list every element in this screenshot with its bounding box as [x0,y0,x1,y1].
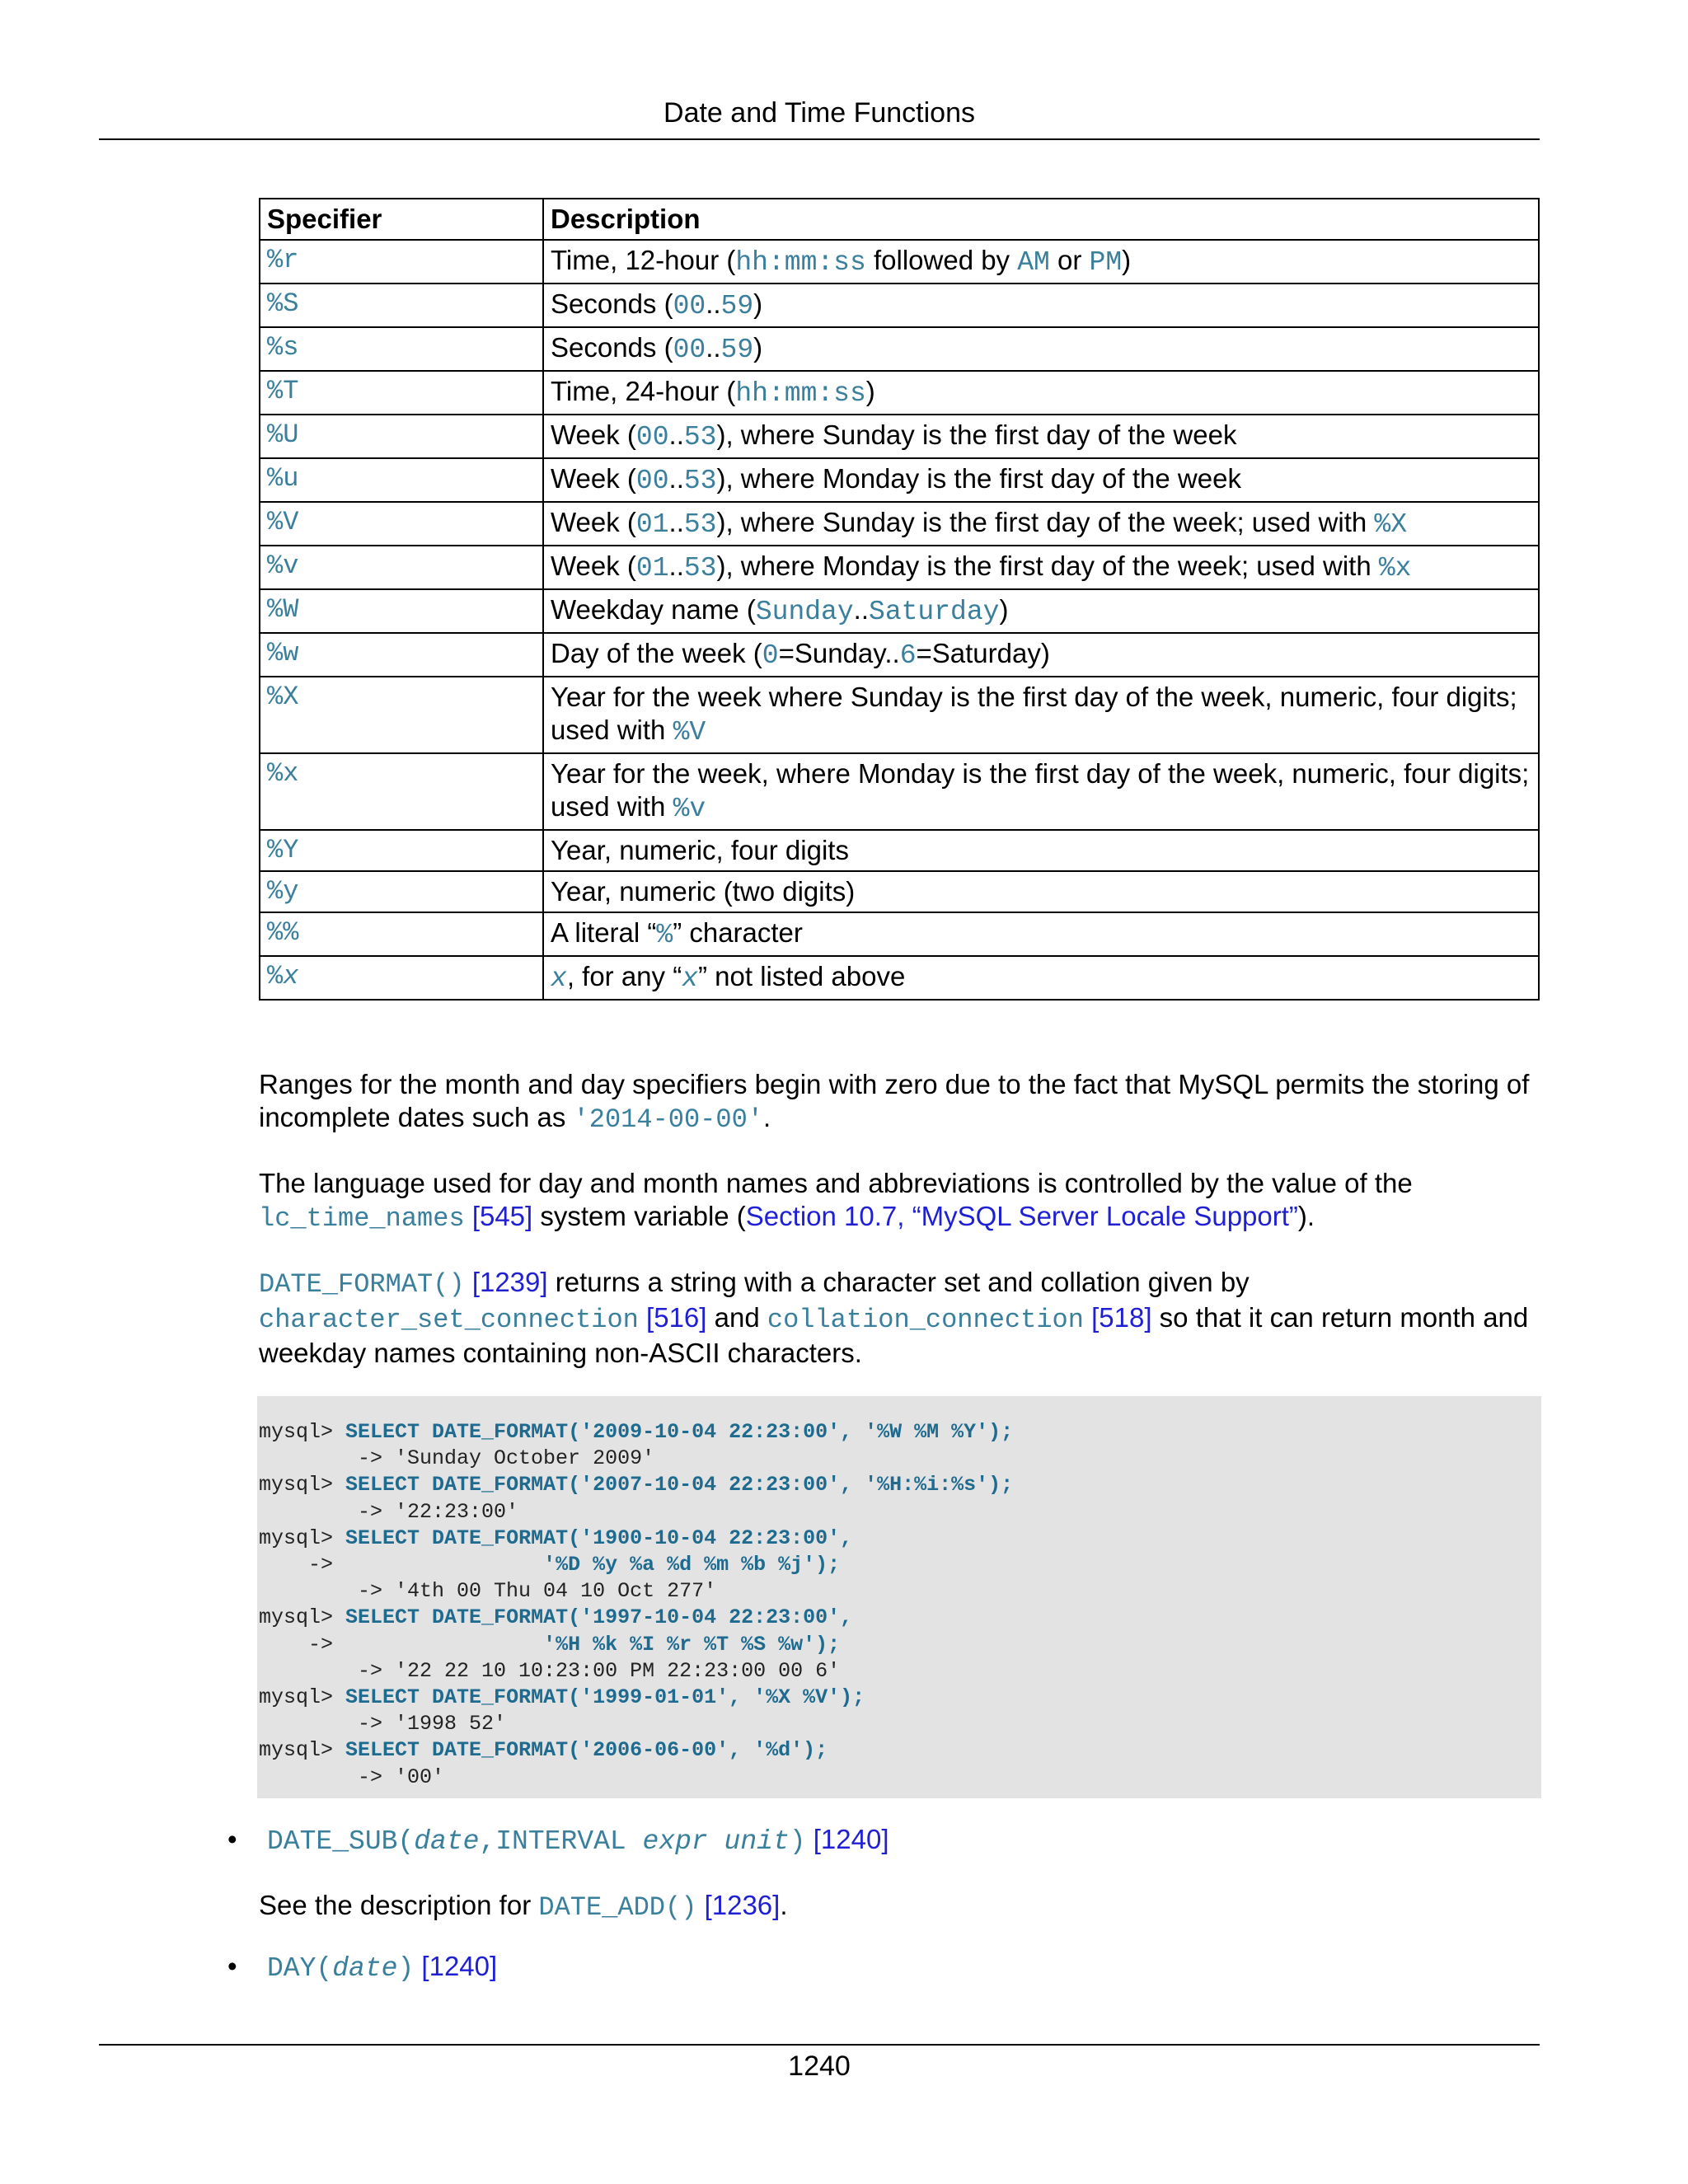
page-ref-link[interactable]: [545] [471,1201,533,1231]
description-cell [543,912,1539,956]
description-text: , for any “ [566,961,682,991]
description-cell [543,284,1539,327]
code-example-block [257,1396,1541,1798]
description-text: ) [865,376,875,406]
code-prompt: -> [259,1632,544,1657]
paragraph-date-format [259,1266,1545,1370]
code-line [259,1711,1540,1737]
specifier-cell: %Y [260,830,543,871]
description-text: Year, numeric (two digits) [551,876,856,907]
table-row [260,633,1539,677]
paragraph-text: so that it can return month and weekday names containing non-ASCII characters. [259,1302,1529,1368]
description-text: Year, numeric, four digits [551,835,849,865]
inline-code: %v [673,794,706,824]
specifier-cell: %X [260,677,543,753]
bullet-icon: • [227,1824,237,1854]
inline-code: Sunday [755,597,854,627]
description-cell [543,327,1539,371]
description-text: .. [668,419,684,450]
footer-rule [99,2044,1540,2046]
code-prompt: mysql> [259,1526,346,1550]
description-cell [543,415,1539,458]
table-row [260,677,1539,753]
inline-code: 53 [683,466,717,496]
specifier-cell: %s [260,327,543,371]
table-row [260,240,1539,284]
paragraph-language [259,1167,1545,1235]
description-text: Day of the week ( [551,638,762,668]
code-line [259,1499,1540,1526]
inline-code: 00 [673,335,706,365]
description-cell [543,458,1539,502]
code-prompt: -> '22:23:00' [259,1499,519,1524]
column-header-description: Description [543,199,1539,240]
description-text: ), where Monday is the first day of the week [716,463,1241,494]
page-number [99,2049,1540,2083]
inline-code: 00 [635,466,669,496]
description-cell [543,871,1539,912]
paragraph-text: The language used for day and month names and abbreviations is controlled by the value of the [259,1168,1413,1198]
inline-code: x [682,963,699,994]
table-row [260,546,1539,589]
code-statement: SELECT DATE_FORMAT('2009-10-04 22:23:00', '%W %M %Y'); [345,1420,1014,1444]
description-text: ) [1122,245,1132,275]
specifier-cell: %r [260,240,543,284]
code-prompt: -> '4th 00 Thu 04 10 Oct 277' [259,1579,717,1604]
description-text: .. [668,507,684,537]
inline-code: 53 [683,509,717,540]
inline-code: %X [1374,509,1407,540]
description-text: Seconds ( [551,288,673,319]
function-name: DAY( [267,1953,333,1984]
table-header-row [260,199,1539,240]
code-statement: '%D %y %a %d %m %b %j'); [543,1553,841,1577]
description-cell [543,633,1539,677]
code-line [259,1472,1540,1498]
inline-code: AM [1017,247,1050,278]
function-name: DATE_SUB( [267,1826,415,1857]
specifier-cell: %T [260,371,543,415]
paragraph-text: . [780,1890,788,1920]
code-line [259,1605,1540,1631]
page-ref-link[interactable]: [518] [1091,1302,1152,1333]
table-row [260,458,1539,502]
table-row [260,502,1539,546]
description-text: Week ( [551,507,636,537]
code-prompt: mysql> [259,1605,346,1630]
description-text: ), where Sunday is the first day of the week [716,419,1237,450]
description-cell [543,830,1539,871]
inline-code: 6 [899,640,917,671]
specifier-cell: %v [260,546,543,589]
description-text: Time, 24-hour ( [551,376,736,406]
description-text: Week ( [551,463,636,494]
code-prompt: -> '22 22 10 10:23:00 PM 22:23:00 00 6' [259,1658,841,1683]
paragraph-text: system variable ( [532,1201,746,1231]
specifier-cell: %y [260,871,543,912]
page-ref-link[interactable]: [1236] [704,1890,781,1920]
paragraph-text: and [706,1302,767,1333]
inline-code: PM [1089,247,1123,278]
inline-code: %x [1378,553,1412,583]
code-statement: SELECT DATE_FORMAT('1999-01-01', '%X %V'); [345,1685,865,1710]
description-text: .. [706,332,721,363]
inline-code: 00 [673,291,706,321]
description-text: =Sunday.. [778,638,900,668]
list-item-date-sub [227,1823,1513,1858]
inline-code-collation-connection: collation_connection [767,1305,1084,1335]
description-text: =Saturday) [916,638,1050,668]
description-text: or [1049,245,1090,275]
table-row [260,589,1539,633]
paragraph-text: . [762,1102,771,1132]
code-line [259,1658,1540,1685]
table-row [260,912,1539,956]
list-item-day [227,1950,1513,1985]
table-row [260,871,1539,912]
section-link-locale-support[interactable]: Section 10.7, “MySQL Server Locale Support” [745,1201,1298,1231]
description-text: ), where Sunday is the first day of the week; used with [716,507,1375,537]
code-prompt: mysql> [259,1685,346,1710]
description-cell [543,502,1539,546]
code-line [259,1419,1540,1446]
description-text: A literal “ [551,917,657,948]
table-row [260,956,1539,1000]
specifier-cell: %% [260,912,543,956]
paragraph-ranges [259,1068,1545,1137]
table-row [260,415,1539,458]
code-statement: SELECT DATE_FORMAT('2006-06-00', '%d'); [345,1738,828,1763]
inline-code: '2014-00-00' [573,1104,763,1135]
page-ref-link[interactable]: [1240] [813,1824,889,1854]
description-cell [543,753,1539,830]
page-ref-link[interactable]: [516] [646,1302,707,1333]
table-row [260,830,1539,871]
description-cell [543,371,1539,415]
inline-code: 01 [635,509,669,540]
inline-code: 59 [720,291,754,321]
description-text: Year for the week, where Monday is the first day of the week, numeric, four digits; used with [551,758,1530,822]
specifier-cell: %U [260,415,543,458]
inline-code: % [656,920,673,950]
code-statement: SELECT DATE_FORMAT('1997-10-04 22:23:00', [345,1605,853,1630]
description-text: followed by [865,245,1018,275]
specifier-cell: %w [260,633,543,677]
code-statement: SELECT DATE_FORMAT('1900-10-04 22:23:00', [345,1526,853,1550]
inline-code-character-set-connection: character_set_connection [259,1305,639,1335]
description-text: ” not listed above [698,961,906,991]
code-line [259,1578,1540,1605]
description-text: Seconds ( [551,332,673,363]
paragraph-text: returns a string with a character set and collation given by [547,1267,1250,1297]
code-statement: SELECT DATE_FORMAT('2007-10-04 22:23:00', '%H:%i:%s'); [345,1473,1014,1497]
inline-code-date-format: DATE_FORMAT() [259,1269,465,1300]
code-prompt: -> [259,1553,544,1577]
specifier-cell: %u [260,458,543,502]
inline-code-lc-time-names: lc_time_names [259,1203,465,1234]
code-prompt: mysql> [259,1738,346,1763]
function-arg: expr [642,1826,708,1857]
code-prompt: -> '00' [259,1765,445,1789]
specifier-cell: %W [260,589,543,633]
specifier-table [259,198,1540,1001]
code-line [259,1552,1540,1578]
description-text: .. [668,551,684,581]
function-text: ) [789,1826,806,1857]
description-cell [543,956,1539,1000]
inline-code: 00 [635,422,669,452]
description-text: ) [999,594,1009,625]
function-text: ) [397,1953,415,1984]
code-prompt: mysql> [259,1473,346,1497]
inline-code: 59 [720,335,754,365]
inline-code: hh:mm:ss [735,247,866,278]
description-cell [543,677,1539,753]
specifier-cell: %V [260,502,543,546]
page-header-title: Date and Time Functions [663,97,975,129]
description-text: ) [753,332,763,363]
specifier-cell: %S [260,284,543,327]
code-line [259,1446,1540,1472]
inline-code: 0 [762,640,779,671]
inline-code: Saturday [869,597,1000,627]
description-text: Week ( [551,419,636,450]
page-number-text: 1240 [788,2050,851,2082]
running-header [99,96,1540,140]
description-text: .. [706,288,721,319]
function-arg: date [332,1953,398,1984]
table-row [260,753,1539,830]
paragraph-see-description [259,1889,1545,1924]
code-line [259,1526,1540,1552]
code-line [259,1632,1540,1658]
page-ref-link[interactable]: [1239] [471,1267,548,1297]
code-statement: '%H %k %I %r %T %S %w'); [543,1632,841,1657]
bullet-icon: • [227,1951,237,1981]
description-cell [543,546,1539,589]
description-text: Weekday name ( [551,594,756,625]
table-body [260,240,1539,1000]
description-text: ” character [673,917,803,948]
inline-code: 53 [683,553,717,583]
inline-code: x [551,963,567,994]
inline-code-date-add: DATE_ADD() [538,1892,697,1923]
specifier-cell: %x [260,956,543,1000]
code-line [259,1737,1540,1764]
code-prompt: -> '1998 52' [259,1712,507,1736]
code-prompt: mysql> [259,1420,346,1444]
description-cell [543,240,1539,284]
specifier-cell: %x [260,753,543,830]
paragraph-text: Ranges for the month and day specifiers begin with zero due to the fact that MySQL permits the storing of incomplete dates such as [259,1069,1530,1132]
description-text: .. [668,463,684,494]
table-row [260,284,1539,327]
description-text: Week ( [551,551,636,581]
description-text: ) [753,288,763,319]
description-cell [543,589,1539,633]
table-row [260,327,1539,371]
description-text: Time, 12-hour ( [551,245,736,275]
inline-code: %V [673,717,706,748]
function-arg: date [414,1826,480,1857]
inline-code: 01 [635,553,669,583]
page-ref-link[interactable]: [1240] [421,1951,498,1981]
inline-code: hh:mm:ss [735,378,866,409]
code-line [259,1765,1540,1791]
function-arg: unit [724,1826,790,1857]
code-line [259,1685,1540,1711]
paragraph-text: See the description for [259,1890,539,1920]
description-text: Year for the week where Sunday is the first day of the week, numeric, four digits; used with [551,682,1517,745]
description-text: .. [853,594,870,625]
table-row [260,371,1539,415]
description-text: ), where Monday is the first day of the week; used with [716,551,1379,581]
function-text: ,INTERVAL [479,1826,643,1857]
column-header-specifier: Specifier [260,199,543,240]
code-prompt: -> 'Sunday October 2009' [259,1446,655,1471]
inline-code: 53 [683,422,717,452]
paragraph-text: ). [1297,1201,1315,1231]
